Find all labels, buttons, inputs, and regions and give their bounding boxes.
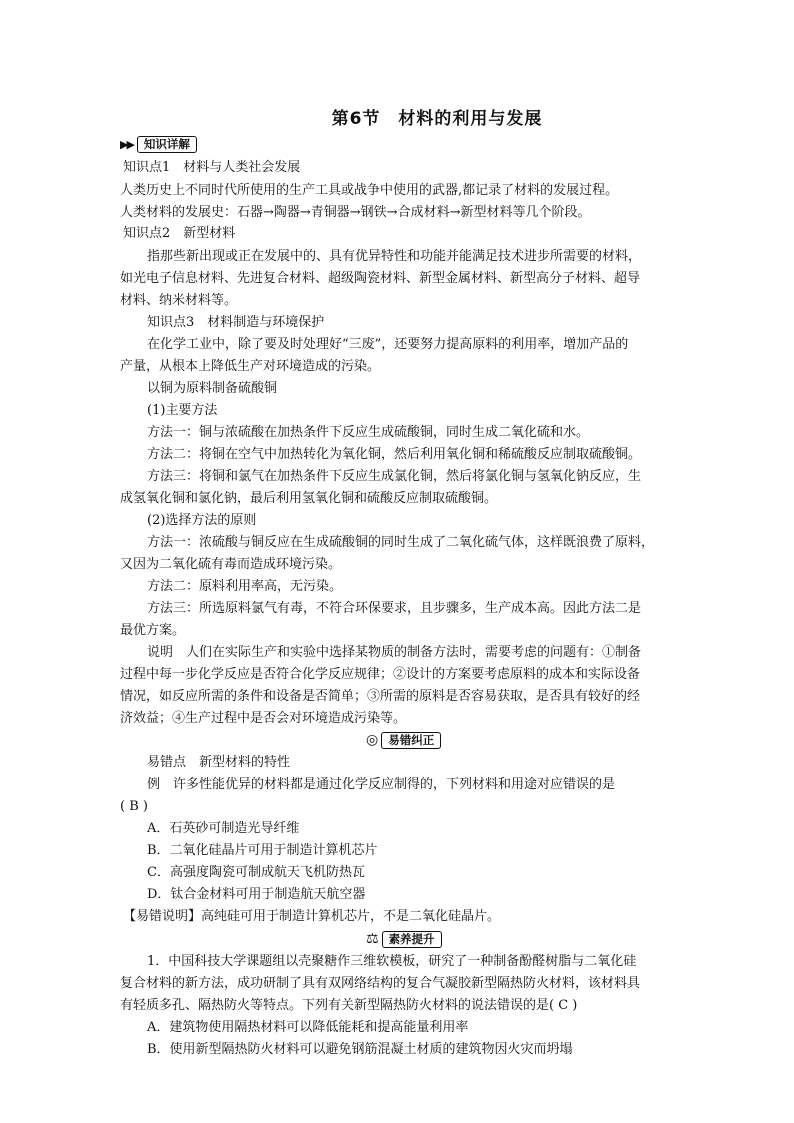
double-arrow-icon: ▶▶ <box>120 137 133 151</box>
page-title: 第6节 材料的利用与发展 <box>331 109 543 129</box>
text-line: 方法三：将铜和氯气在加热条件下反应生成氯化铜，然后将氯化铜与氢氧化钠反应，生 <box>147 469 642 484</box>
text-line: 易错点 新型材料的特性 <box>147 755 291 770</box>
text-line: 在化学工业中，除了要及时处理好“三废”，还要努力提高原料的利用率，增加产品的 <box>147 337 629 352</box>
text-line: ( B ) <box>120 799 148 814</box>
text-line: 知识点1 材料与人类社会发展 <box>123 160 301 175</box>
text-line: 方法二：将铜在空气中加热转化为氧化铜，然后利用氧化铜和稀硫酸反应制取硫酸铜。 <box>147 447 642 462</box>
text-line: 指那些新出现或正在发展中的、具有优异特性和功能并能满足技术进步所需要的材料， <box>147 249 642 264</box>
section-label: 知识详解 <box>137 136 197 153</box>
text-line: D．钛合金材料可用于制造航天航空器 <box>147 887 366 902</box>
text-line: B．二氧化硅晶片可用于制造计算机芯片 <box>147 843 378 858</box>
text-line: 又因为二氧化硫有毒而造成环境污染。 <box>120 557 342 572</box>
text-line: 知识点3 材料制造与环境保护 <box>147 315 325 330</box>
text-line: 1．中国科技大学课题组以壳聚糖作三维软模板，研究了一种制备酚醛树脂与二氧化硅 <box>147 954 637 969</box>
text-line: B．使用新型隔热防火材料可以避免钢筋混凝土材质的建筑物因火灾而坍塌 <box>147 1042 573 1057</box>
section-label: 素养提升 <box>382 931 442 948</box>
text-line: (1)主要方法 <box>147 403 218 418</box>
text-line: (2)选择方法的原则 <box>147 513 257 528</box>
text-line: 成氢氧化铜和氯化钠，最后利用氢氧化铜和硫酸反应制取硫酸铜。 <box>120 491 498 506</box>
text-line: 以铜为原料制备硫酸铜 <box>147 381 278 396</box>
section-badge-improve <box>366 929 442 949</box>
text-line: 例 许多性能优异的材料都是通过化学反应制得的，下列材料和用途对应错误的是 <box>147 777 616 792</box>
text-line: A．石英砂可制造光导纤维 <box>147 821 300 836</box>
text-line: 人类材料的发展史：石器→陶器→青铜器→钢铁→合成材料→新型材料等几个阶段。 <box>120 205 591 220</box>
scale-icon: ⚖ <box>366 931 379 947</box>
text-line: 说明 人们在实际生产和实验中选择某物质的制备方法时，需要考虑的问题有：①制备 <box>147 645 642 660</box>
text-line: 方法三：所选原料氯气有毒，不符合环保要求，且步骤多，生产成本高。因此方法二是 <box>147 601 642 616</box>
text-line: 方法一：浓硫酸与铜反应在生成硫酸铜的同时生成了二氧化硫气体，这样既浪费了原料， <box>147 535 655 550</box>
target-icon: ◎ <box>366 732 379 748</box>
text-line: 人类历史上不同时代所使用的生产工具或战争中使用的武器,都记录了材料的发展过程。 <box>120 183 619 198</box>
text-line: A．建筑物使用隔热材料可以降低能耗和提高能量利用率 <box>147 1020 469 1035</box>
text-line: 有轻质多孔、隔热防火等特点。下列有关新型隔热防火材料的说法错误的是( C ) <box>120 998 578 1013</box>
text-line: 方法一：铜与浓硫酸在加热条件下反应生成硫酸铜，同时生成二氧化硫和水。 <box>147 425 590 440</box>
text-line: 情况，如反应所需的条件和设备是否简单；③所需的原料是否容易获取，是否具有较好的经 <box>120 689 641 704</box>
section-label: 易错纠正 <box>381 732 441 749</box>
text-line: 材料、纳米材料等。 <box>120 293 238 308</box>
text-line: 知识点2 新型材料 <box>123 226 236 241</box>
text-line: 复合材料的新方法，成功研制了具有双网络结构的复合气凝胶新型隔热防火材料，该材料具 <box>120 976 641 991</box>
section-badge-errors <box>366 730 441 750</box>
text-line: C．高强度陶瓷可制成航天飞机防热瓦 <box>147 865 365 880</box>
text-line: 产量，从根本上降低生产对环境造成的污染。 <box>120 359 381 374</box>
text-line: 如光电子信息材料、先进复合材料、超级陶瓷材料、新型金属材料、新型高分子材料、超导 <box>120 271 641 286</box>
text-line: 【易错说明】高纯硅可用于制造计算机芯片，不是二氧化硅晶片。 <box>123 909 501 924</box>
text-line: 济效益；④生产过程中是否会对环境造成污染等。 <box>120 711 407 726</box>
section-badge-knowledge <box>120 134 197 154</box>
text-line: 最优方案。 <box>120 623 186 638</box>
text-line: 过程中每一步化学反应是否符合化学反应规律；②设计的方案要考虑原料的成本和实际设备 <box>120 667 641 682</box>
text-line: 方法二：原料利用率高，无污染。 <box>147 579 343 594</box>
